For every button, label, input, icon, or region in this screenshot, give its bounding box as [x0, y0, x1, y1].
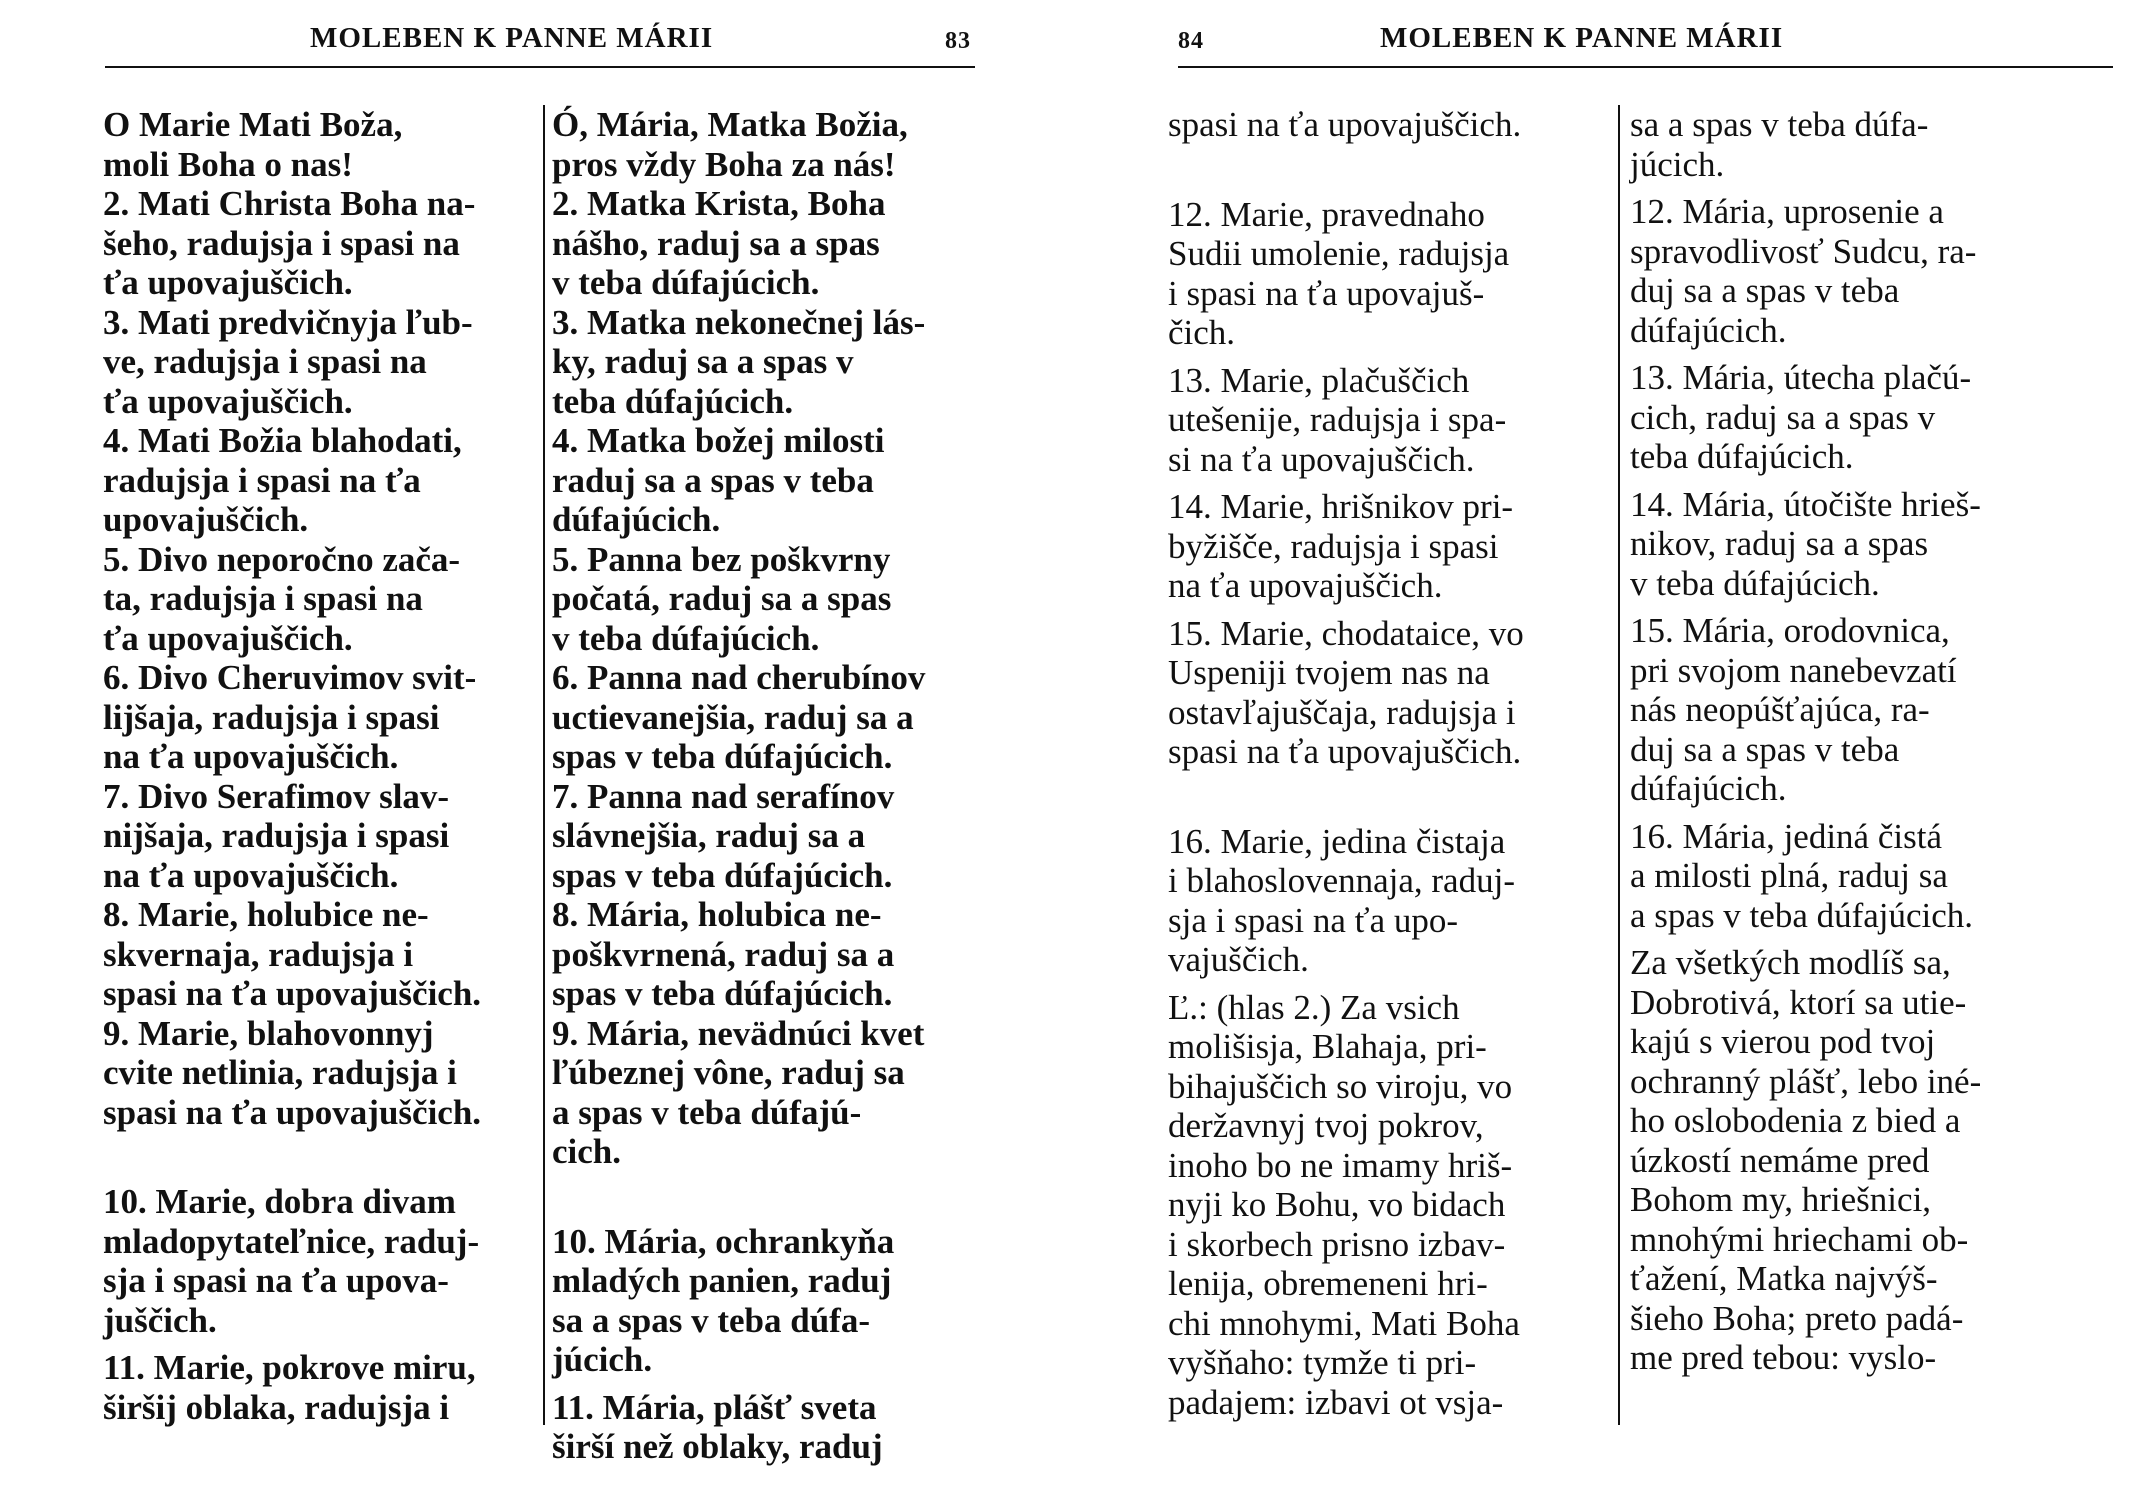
right-rusyn-line: molišisja, Blahaja, pri-: [1168, 1027, 1487, 1066]
left-rusyn-line: moli Boha o nas!: [103, 144, 353, 184]
left-rusyn-line: spasi na ťa upovajuščich.: [103, 1092, 482, 1132]
left-rusyn-line: cvite netlinia, radujsja i: [103, 1053, 457, 1092]
right-rusyn-line: deržavnyj tvoj pokrov,: [1168, 1106, 1484, 1145]
right-rusyn-line: čich.: [1168, 313, 1236, 352]
right-slovak-paragraph: [1630, 192, 2070, 350]
right-rusyn-line: byžišče, radujsja i spasi: [1168, 526, 1499, 566]
left-slovak-line: dúfajúcich.: [552, 500, 721, 539]
right-rusyn-paragraph: [1168, 614, 1608, 772]
left-rusyn-line: ťa upovajuščich.: [103, 381, 353, 421]
right-rusyn-line: si na ťa upovajuščich.: [1168, 439, 1475, 479]
right-rusyn-line: nyji ko Bohu, vo bidach: [1168, 1185, 1506, 1224]
left-rusyn-line: širšij oblaka, radujsja i: [103, 1387, 450, 1427]
left-slovak-paragraph: [552, 895, 977, 1014]
right-rusyn-line: bihajuščich so viroju, vo: [1168, 1066, 1513, 1106]
left-rusyn-line: 6. Divo Cheruvimov svit-: [103, 658, 477, 697]
left-slovak-paragraph: [552, 105, 977, 184]
left-slovak-paragraph: [552, 658, 977, 777]
left-rusyn-paragraph: [103, 303, 528, 422]
left-rusyn-line: ve, radujsja i spasi na: [103, 342, 427, 381]
left-slovak-line: v teba dúfajúcich.: [552, 263, 820, 302]
left-slovak-line: 2. Matka Krista, Boha: [552, 184, 886, 223]
right-slovak-line: ho oslobodenia z bied a: [1630, 1101, 1961, 1140]
right-page-number: 84: [1178, 28, 1204, 54]
left-rusyn-line: 9. Marie, blahovonnyj: [103, 1013, 434, 1053]
left-slovak-line: počatá, raduj sa a spas: [552, 579, 892, 618]
right-slovak-line: spravodlivosť Sudcu, ra-: [1630, 231, 1977, 271]
right-slovak-line: duj sa a spas v teba: [1630, 271, 1900, 310]
right-slovak-line: úzkostí nemáme pred: [1630, 1140, 1930, 1180]
right-column-rusyn: [1168, 105, 1608, 1422]
left-rusyn-paragraph: [103, 895, 528, 1014]
left-rusyn-line: na ťa upovajuščich.: [103, 737, 399, 776]
left-rusyn-line: šeho, radujsja i spasi na: [103, 223, 460, 263]
left-slovak-line: spas v teba dúfajúcich.: [552, 855, 893, 895]
right-slovak-line: dúfajúcich.: [1630, 769, 1787, 808]
left-slovak-line: 3. Matka nekonečnej lás-: [552, 302, 926, 342]
left-slovak-line: a spas v teba dúfajú-: [552, 1092, 862, 1132]
right-column-divider: [1618, 105, 1620, 1425]
left-slovak-line: 4. Matka božej milosti: [552, 421, 885, 460]
right-slovak-line: Dobrotivá, ktorí sa utie-: [1630, 982, 1967, 1022]
right-rusyn-line: spasi na ťa upovajuščich.: [1168, 732, 1522, 771]
left-slovak-line: ky, raduj sa a spas v: [552, 342, 854, 381]
right-rusyn-paragraph: [1168, 361, 1608, 480]
left-column-slovak: [552, 105, 977, 1467]
left-rusyn-line: lijšaja, radujsja i spasi: [103, 697, 440, 737]
right-slovak-line: v teba dúfajúcich.: [1630, 563, 1880, 603]
right-rusyn-paragraph: [1168, 487, 1608, 606]
left-slovak-line: cich.: [552, 1132, 622, 1171]
right-rusyn-line: inoho bo ne imamy hriš-: [1168, 1145, 1513, 1185]
right-slovak-paragraph: [1630, 485, 2070, 604]
left-slovak-paragraph: [552, 540, 977, 659]
right-slovak-paragraph: [1630, 358, 2070, 477]
right-slovak-line: ochranný plášť, lebo iné-: [1630, 1061, 1982, 1101]
left-slovak-line: ľúbeznej vône, raduj sa: [552, 1053, 905, 1092]
right-rusyn-paragraph: [1168, 988, 1608, 1423]
right-slovak-line: Bohom my, hriešnici,: [1630, 1180, 1932, 1219]
right-rusyn-line: lenija, obremeneni hri-: [1168, 1264, 1488, 1303]
right-rusyn-line: spasi na ťa upovajuščich.: [1168, 105, 1522, 144]
right-slovak-line: sa a spas v teba dúfa-: [1630, 105, 1929, 144]
right-slovak-line: 13. Mária, útecha plačú-: [1630, 358, 1972, 397]
left-header-rule: [105, 66, 975, 68]
left-rusyn-paragraph: [103, 421, 528, 540]
right-rusyn-line: Uspeniji tvojem nas na: [1168, 653, 1490, 692]
right-rusyn-paragraph: [1168, 822, 1608, 980]
right-slovak-line: duj sa a spas v teba: [1630, 729, 1900, 769]
left-slovak-paragraph: [552, 184, 977, 303]
left-slovak-line: spas v teba dúfajúcich.: [552, 974, 893, 1013]
right-rusyn-line: i skorbech prisno izbav-: [1168, 1224, 1506, 1264]
left-slovak-line: 10. Mária, ochrankyňa: [552, 1221, 895, 1261]
left-slovak-line: poškvrnená, raduj sa a: [552, 934, 895, 974]
left-rusyn-line: 4. Mati Božia blahodati,: [103, 421, 462, 460]
right-rusyn-line: 15. Marie, chodataice, vo: [1168, 613, 1524, 653]
right-slovak-line: 16. Mária, jediná čistá: [1630, 816, 1942, 856]
left-rusyn-line: O Marie Mati Boža,: [103, 105, 403, 144]
left-slovak-line: 8. Mária, holubica ne-: [552, 895, 882, 934]
left-slovak-line: teba dúfajúcich.: [552, 381, 794, 421]
left-slovak-line: sa a spas v teba dúfa-: [552, 1300, 870, 1340]
left-rusyn-paragraph: [103, 1348, 528, 1427]
left-slovak-line: 6. Panna nad cherubínov: [552, 658, 926, 697]
left-slovak-line: raduj sa a spas v teba: [552, 460, 874, 500]
left-rusyn-line: upovajuščich.: [103, 500, 309, 539]
left-slovak-line: júcich.: [552, 1340, 653, 1379]
right-rusyn-line: padajem: izbavi ot vsja-: [1168, 1382, 1504, 1422]
left-slovak-paragraph: [552, 421, 977, 540]
right-slovak-line: mnohými hriechami ob-: [1630, 1219, 1969, 1259]
right-page: [1068, 0, 2136, 1500]
left-rusyn-paragraph: [103, 184, 528, 303]
left-slovak-paragraph: [552, 1222, 977, 1380]
right-slovak-line: 12. Mária, uprosenie a: [1630, 192, 1944, 231]
left-rusyn-line: na ťa upovajuščich.: [103, 855, 399, 895]
left-page-number: 83: [945, 28, 971, 54]
right-slovak-paragraph: [1630, 817, 2070, 936]
right-slovak-line: Za všetkých modlíš sa,: [1630, 943, 1951, 982]
left-rusyn-line: radujsja i spasi na ťa: [103, 460, 421, 500]
left-rusyn-line: 10. Marie, dobra divam: [103, 1182, 456, 1221]
left-slovak-line: 11. Mária, plášť sveta: [552, 1387, 877, 1427]
left-rusyn-line: ťa upovajuščich.: [103, 618, 353, 658]
left-slovak-paragraph: [552, 777, 977, 896]
left-slovak-line: v teba dúfajúcich.: [552, 618, 820, 658]
right-rusyn-line: 14. Marie, hrišnikov pri-: [1168, 487, 1514, 526]
right-rusyn-line: Sudii umolenie, radujsja: [1168, 234, 1510, 273]
left-slovak-line: pros vždy Boha za nás!: [552, 144, 896, 184]
left-rusyn-line: 2. Mati Christa Boha na-: [103, 184, 476, 223]
left-slovak-line: mladých panien, raduj: [552, 1261, 892, 1300]
left-rusyn-line: spasi na ťa upovajuščich.: [103, 974, 482, 1013]
right-column-slovak: [1630, 105, 2070, 1378]
right-rusyn-line: 13. Marie, plačuščich: [1168, 360, 1470, 400]
left-rusyn-line: 11. Marie, pokrove miru,: [103, 1348, 476, 1387]
left-rusyn-paragraph: [103, 105, 528, 184]
left-page-header: [0, 22, 1068, 62]
right-slovak-line: šieho Boha; preto padá-: [1630, 1298, 1964, 1338]
left-rusyn-line: ta, radujsja i spasi na: [103, 579, 423, 618]
right-slovak-line: kajú s vierou pod tvoj: [1630, 1022, 1936, 1061]
right-rusyn-paragraph: [1168, 195, 1608, 353]
left-slovak-line: uctievanejšia, raduj sa a: [552, 697, 914, 737]
left-rusyn-line: nijšaja, radujsja i spasi: [103, 816, 450, 855]
right-slovak-line: a spas v teba dúfajúcich.: [1630, 895, 1974, 935]
left-slovak-line: nášho, raduj sa a spas: [552, 223, 880, 263]
left-header-title: MOLEBEN K PANNE MÁRII: [310, 22, 714, 54]
right-rusyn-line: i blahoslovennaja, raduj-: [1168, 861, 1515, 900]
right-slovak-line: cich, raduj sa a spas v: [1630, 397, 1936, 437]
right-page-header: [1068, 22, 2136, 62]
right-slovak-line: nikov, raduj sa a spas: [1630, 524, 1929, 563]
right-rusyn-line: 16. Marie, jedina čistaja: [1168, 821, 1506, 861]
right-slovak-line: 15. Mária, orodovnica,: [1630, 611, 1950, 650]
right-rusyn-line: ostavľajuščaja, radujsja i: [1168, 692, 1516, 732]
left-slovak-paragraph: [552, 1014, 977, 1172]
right-rusyn-line: Ľ.: (hlas 2.) Za vsich: [1168, 987, 1460, 1027]
left-slovak-line: 9. Mária, nevädnúci kvet: [552, 1013, 925, 1053]
left-rusyn-line: 5. Divo neporočno zača-: [103, 539, 461, 579]
right-slovak-line: nás neopúšťajúca, ra-: [1630, 690, 1930, 729]
right-slovak-line: pri svojom nanebevzatí: [1630, 650, 1957, 690]
right-slovak-line: me pred tebou: vyslo-: [1630, 1338, 1937, 1377]
left-rusyn-paragraph: [103, 1182, 528, 1340]
left-slovak-line: slávnejšia, raduj sa a: [552, 816, 866, 855]
left-rusyn-paragraph: [103, 658, 528, 777]
right-rusyn-line: sja i spasi na ťa upo-: [1168, 900, 1459, 940]
left-slovak-paragraph: [552, 303, 977, 422]
left-slovak-line: 7. Panna nad serafínov: [552, 776, 895, 816]
right-slovak-line: júcich.: [1630, 144, 1725, 184]
left-slovak-paragraph: [552, 1388, 977, 1467]
right-rusyn-line: utešenije, radujsja i spa-: [1168, 400, 1507, 439]
left-rusyn-line: juščich.: [103, 1300, 217, 1340]
right-rusyn-line: vajuščich.: [1168, 940, 1309, 979]
left-rusyn-line: sja i spasi na ťa upova-: [103, 1261, 449, 1300]
right-slovak-line: a milosti plná, raduj sa: [1630, 856, 1948, 895]
right-header-rule: [1178, 66, 2113, 68]
right-rusyn-line: chi mnohymi, Mati Boha: [1168, 1303, 1520, 1343]
left-slovak-line: 5. Panna bez poškvrny: [552, 539, 891, 579]
left-rusyn-line: 8. Marie, holubice ne-: [103, 895, 429, 934]
right-slovak-paragraph: [1630, 105, 2070, 184]
left-rusyn-paragraph: [103, 1014, 528, 1133]
right-slovak-paragraph: [1630, 611, 2070, 809]
left-rusyn-paragraph: [103, 777, 528, 896]
right-rusyn-line: na ťa upovajuščich.: [1168, 566, 1443, 605]
left-rusyn-line: 7. Divo Serafimov slav-: [103, 776, 450, 816]
left-rusyn-line: mladopytateľnice, raduj-: [103, 1221, 480, 1261]
left-column-divider: [543, 105, 545, 1425]
right-slovak-line: 14. Mária, útočište hrieš-: [1630, 484, 1981, 524]
left-rusyn-line: ťa upovajuščich.: [103, 263, 353, 302]
right-slovak-paragraph: [1630, 943, 2070, 1378]
left-slovak-line: širší než oblaky, raduj: [552, 1427, 883, 1466]
left-rusyn-paragraph: [103, 540, 528, 659]
right-slovak-line: ťažení, Matka najvýš-: [1630, 1259, 1938, 1298]
right-rusyn-line: i spasi na ťa upovajuš-: [1168, 273, 1485, 313]
left-rusyn-line: skvernaja, radujsja i: [103, 934, 414, 974]
left-slovak-line: spas v teba dúfajúcich.: [552, 737, 893, 776]
right-slovak-line: dúfajúcich.: [1630, 310, 1787, 350]
left-slovak-line: Ó, Mária, Matka Božia,: [552, 105, 908, 144]
left-column-rusyn: [103, 105, 528, 1427]
right-rusyn-paragraph: [1168, 105, 1608, 145]
right-rusyn-line: 12. Marie, pravednaho: [1168, 194, 1485, 234]
right-slovak-line: teba dúfajúcich.: [1630, 437, 1854, 476]
right-rusyn-line: vyšňaho: tymže ti pri-: [1168, 1343, 1477, 1382]
left-rusyn-line: 3. Mati predvičnyja ľub-: [103, 302, 473, 342]
right-header-title: MOLEBEN K PANNE MÁRII: [1380, 22, 1784, 54]
